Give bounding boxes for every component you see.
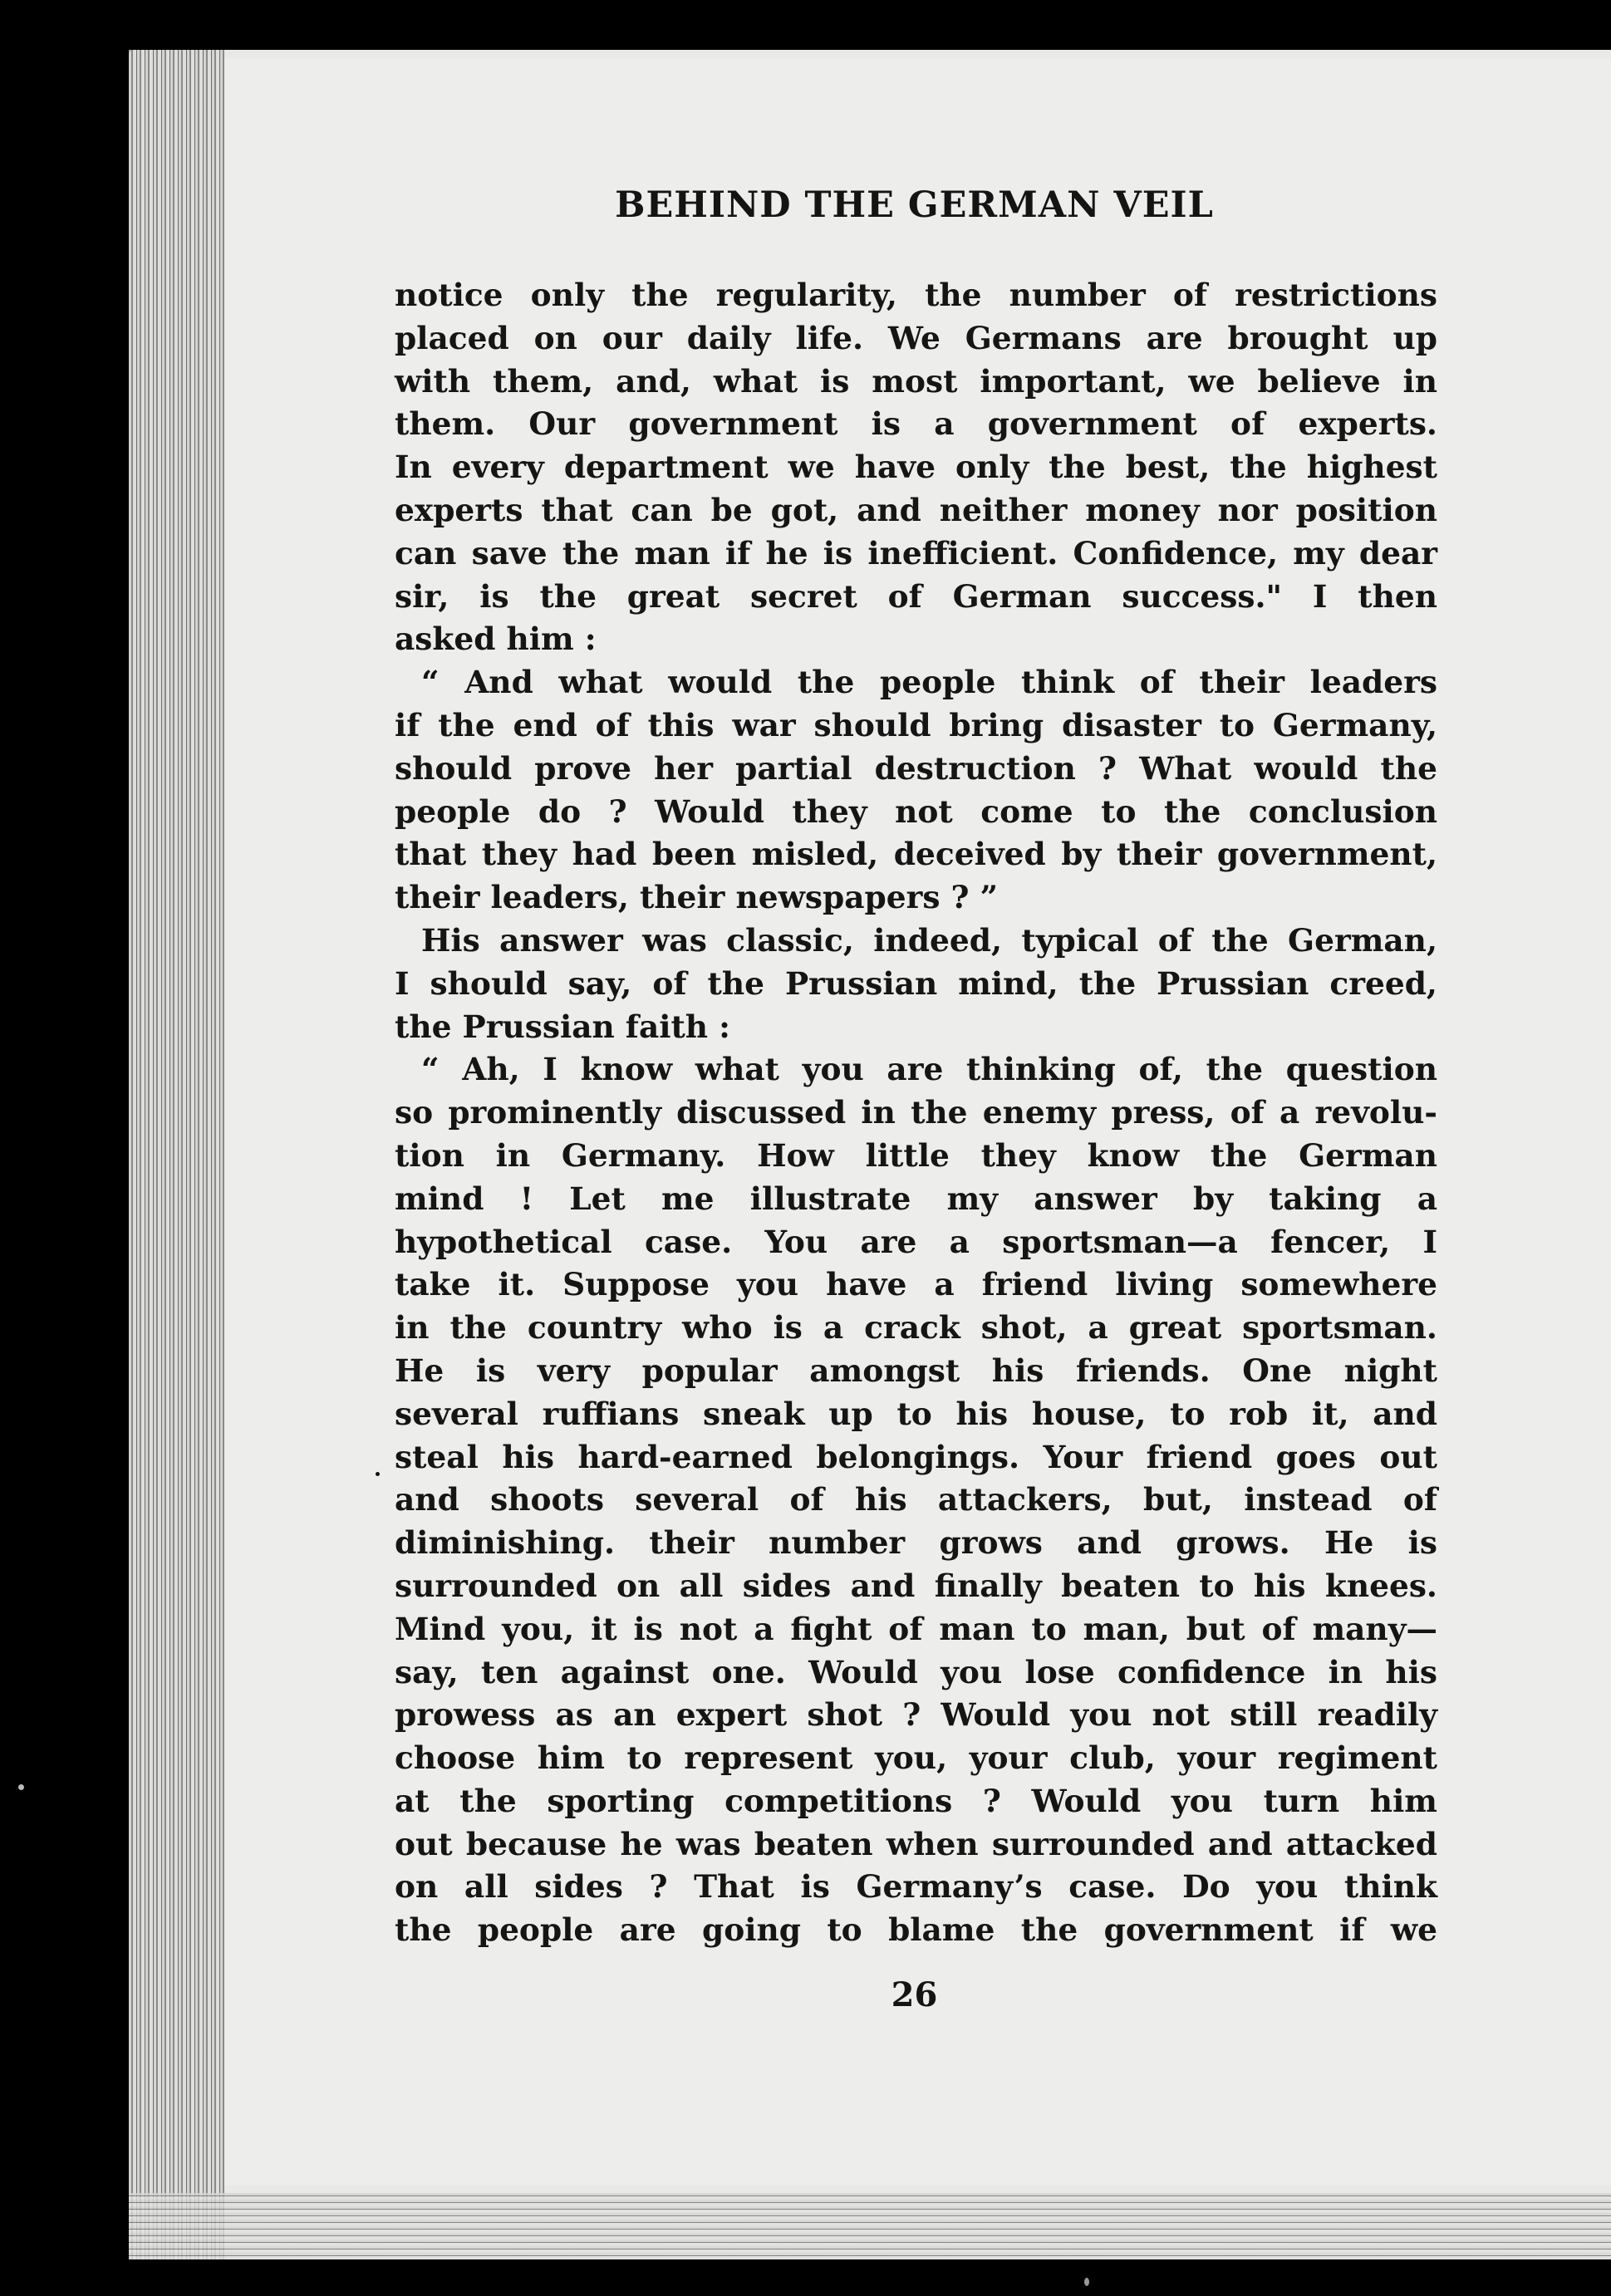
text-line: several ruffians sneak up to his house, to rob it, and <box>395 1395 1437 1432</box>
text-line: tion in Germany. How little they know the German <box>395 1136 1437 1174</box>
text-line: if the end of this war should bring disaster to Germany, <box>395 706 1437 743</box>
scan-speck <box>376 1472 380 1476</box>
text-line: people do ? Would they not come to the conclusion <box>395 792 1437 830</box>
text-line: I should say, of the Prussian mind, the Prussian creed, <box>395 964 1437 1002</box>
text-line: mind ! Let me illustrate my answer by taking a <box>395 1180 1437 1217</box>
text-line: take it. Suppose you have a friend living somewhere <box>395 1266 1437 1303</box>
text-line: and shoots several of his attackers, but, instead of <box>395 1481 1437 1518</box>
text-line: can save the man if he is inefficient. Confidence, my dear <box>395 534 1437 572</box>
scan-speck <box>1084 2278 1089 2286</box>
text-line: the Prussian faith : <box>395 1008 730 1045</box>
text-line: “ Ah, I know what you are thinking of, the question <box>421 1051 1437 1088</box>
text-line: so prominently discussed in the enemy press, of a revolu- <box>395 1094 1437 1131</box>
text-line: sir, is the great secret of German success." I then <box>395 577 1437 615</box>
text-line: with them, and, what is most important, we believe in <box>395 362 1437 400</box>
scan-speck <box>18 1784 24 1790</box>
text-line: hypothetical case. You are a sportsman—a fencer, I <box>395 1223 1437 1260</box>
text-line: out because he was beaten when surrounded and attacked <box>395 1825 1437 1862</box>
page-number: 26 <box>891 1975 938 2014</box>
text-line: at the sporting competitions ? Would you turn him <box>395 1782 1437 1819</box>
body-text <box>395 274 1437 1952</box>
text-line: His answer was classic, indeed, typical of the German, <box>421 921 1437 959</box>
text-line: surrounded on all sides and finally beaten to his knees. <box>395 1567 1437 1604</box>
text-line: say, ten against one. Would you lose confidence in his <box>395 1653 1437 1690</box>
text-line: Mind you, it is not a fight of man to man, but of many— <box>395 1610 1437 1647</box>
text-line: in the country who is a crack shot, a great sportsman. <box>395 1309 1437 1347</box>
text-line: notice only the regularity, the number of restrictions <box>395 277 1437 313</box>
text-line: diminishing. their number grows and grows. He is <box>395 1524 1437 1562</box>
text-line: asked him : <box>395 621 597 658</box>
text-line: “ And what would the people think of their leaders <box>421 664 1437 701</box>
text-line: on all sides ? That is Germany’s case. Do you think <box>395 1868 1437 1906</box>
text-line: choose him to represent you, your club, your regiment <box>395 1739 1437 1777</box>
text-line: their leaders, their newspapers ? ” <box>395 879 999 916</box>
text-line: prowess as an expert shot ? Would you not still readily <box>395 1696 1437 1734</box>
page-edges-left <box>129 50 224 2259</box>
text-line: the people are going to blame the government if we <box>395 1911 1437 1949</box>
text-line: should prove her partial destruction ? What would the <box>395 749 1437 787</box>
text-line: steal his hard-earned belongings. Your friend goes out <box>395 1438 1437 1475</box>
text-line: In every department we have only the best, the highest <box>395 449 1437 486</box>
text-line: placed on our daily life. We Germans are brought up <box>395 319 1437 356</box>
text-line: He is very popular amongst his friends. One night <box>395 1352 1437 1389</box>
running-head: BEHIND THE GERMAN VEIL <box>615 184 1214 226</box>
text-line: them. Our government is a government of experts. <box>395 405 1437 443</box>
text-line: experts that can be got, and neither money nor position <box>395 491 1437 528</box>
page-edges-bottom <box>129 2193 1611 2259</box>
text-line: that they had been misled, deceived by their government, <box>395 836 1437 873</box>
